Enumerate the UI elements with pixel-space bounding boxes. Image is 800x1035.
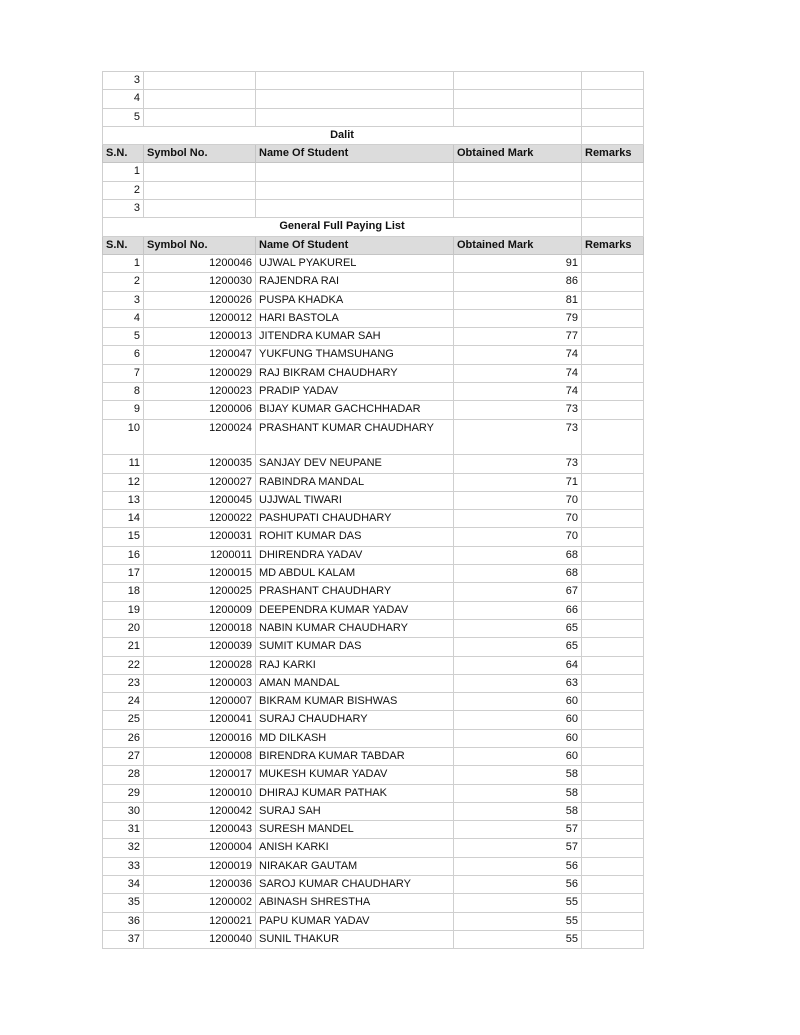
dalit-title-row bbox=[103, 126, 644, 144]
mark-cell: 63 bbox=[454, 674, 582, 692]
name-cell: PRASHANT KUMAR CHAUDHARY bbox=[256, 419, 454, 455]
table-row bbox=[103, 802, 644, 820]
name-cell bbox=[256, 108, 454, 126]
name-cell: YUKFUNG THAMSUHANG bbox=[256, 346, 454, 364]
mark-cell: 71 bbox=[454, 473, 582, 491]
name-cell: NABIN KUMAR CHAUDHARY bbox=[256, 619, 454, 637]
sn-cell: 13 bbox=[103, 491, 144, 509]
symbol-cell: 1200046 bbox=[144, 254, 256, 272]
mark-cell bbox=[454, 163, 582, 181]
remarks-cell bbox=[582, 565, 644, 583]
name-cell: AMAN MANDAL bbox=[256, 674, 454, 692]
sn-cell: 1 bbox=[103, 254, 144, 272]
results-table bbox=[102, 71, 644, 949]
sn-cell: 27 bbox=[103, 747, 144, 765]
sn-cell: 29 bbox=[103, 784, 144, 802]
table-row bbox=[103, 291, 644, 309]
table-row bbox=[103, 857, 644, 875]
sn-cell: 9 bbox=[103, 401, 144, 419]
header-symbol: Symbol No. bbox=[144, 145, 256, 163]
sn-cell: 26 bbox=[103, 729, 144, 747]
table-row bbox=[103, 455, 644, 473]
sn-cell: 22 bbox=[103, 656, 144, 674]
mark-cell bbox=[454, 90, 582, 108]
symbol-cell: 1200028 bbox=[144, 656, 256, 674]
table-row bbox=[103, 401, 644, 419]
sn-cell: 33 bbox=[103, 857, 144, 875]
header-name: Name Of Student bbox=[256, 236, 454, 254]
table-row bbox=[103, 254, 644, 272]
table-row bbox=[103, 711, 644, 729]
table-row bbox=[103, 656, 644, 674]
section-title: Dalit bbox=[103, 126, 582, 144]
remarks-cell bbox=[582, 108, 644, 126]
symbol-cell: 1200035 bbox=[144, 455, 256, 473]
symbol-cell: 1200009 bbox=[144, 601, 256, 619]
name-cell: ANISH KARKI bbox=[256, 839, 454, 857]
name-cell: ROHIT KUMAR DAS bbox=[256, 528, 454, 546]
symbol-cell: 1200022 bbox=[144, 510, 256, 528]
mark-cell: 65 bbox=[454, 619, 582, 637]
mark-cell: 91 bbox=[454, 254, 582, 272]
sn-cell: 28 bbox=[103, 766, 144, 784]
remarks-cell bbox=[582, 839, 644, 857]
remarks-cell bbox=[582, 857, 644, 875]
sn-cell: 20 bbox=[103, 619, 144, 637]
sn-cell: 11 bbox=[103, 455, 144, 473]
name-cell bbox=[256, 72, 454, 90]
remarks-cell bbox=[582, 583, 644, 601]
table-row bbox=[103, 894, 644, 912]
symbol-cell: 1200007 bbox=[144, 693, 256, 711]
sn-cell: 37 bbox=[103, 930, 144, 948]
symbol-cell bbox=[144, 163, 256, 181]
symbol-cell: 1200027 bbox=[144, 473, 256, 491]
name-cell: PRASHANT CHAUDHARY bbox=[256, 583, 454, 601]
name-cell: PASHUPATI CHAUDHARY bbox=[256, 510, 454, 528]
table-row bbox=[103, 876, 644, 894]
symbol-cell: 1200019 bbox=[144, 857, 256, 875]
symbol-cell: 1200013 bbox=[144, 328, 256, 346]
symbol-cell: 1200011 bbox=[144, 546, 256, 564]
sn-cell: 12 bbox=[103, 473, 144, 491]
sn-cell: 36 bbox=[103, 912, 144, 930]
table-row bbox=[103, 784, 644, 802]
mark-cell: 60 bbox=[454, 711, 582, 729]
name-cell: SANJAY DEV NEUPANE bbox=[256, 455, 454, 473]
name-cell: BIRENDRA KUMAR TABDAR bbox=[256, 747, 454, 765]
remarks-cell bbox=[582, 784, 644, 802]
remarks-cell bbox=[582, 163, 644, 181]
table-row bbox=[103, 163, 644, 181]
remarks-cell bbox=[582, 364, 644, 382]
results-sheet bbox=[102, 71, 643, 949]
table-row bbox=[103, 510, 644, 528]
mark-cell: 55 bbox=[454, 894, 582, 912]
remarks-cell bbox=[582, 200, 644, 218]
table-row bbox=[103, 108, 644, 126]
mark-cell: 68 bbox=[454, 546, 582, 564]
remarks-cell bbox=[582, 218, 644, 236]
mark-cell: 81 bbox=[454, 291, 582, 309]
name-cell: PAPU KUMAR YADAV bbox=[256, 912, 454, 930]
remarks-cell bbox=[582, 346, 644, 364]
remarks-cell bbox=[582, 455, 644, 473]
table-row bbox=[103, 181, 644, 199]
mark-cell: 70 bbox=[454, 528, 582, 546]
table-row bbox=[103, 839, 644, 857]
table-row bbox=[103, 473, 644, 491]
name-cell: SUNIL THAKUR bbox=[256, 930, 454, 948]
sn-cell: 21 bbox=[103, 638, 144, 656]
table-row bbox=[103, 546, 644, 564]
symbol-cell bbox=[144, 72, 256, 90]
remarks-cell bbox=[582, 528, 644, 546]
mark-cell: 60 bbox=[454, 693, 582, 711]
symbol-cell: 1200010 bbox=[144, 784, 256, 802]
sn-cell: 25 bbox=[103, 711, 144, 729]
symbol-cell: 1200016 bbox=[144, 729, 256, 747]
header-sn: S.N. bbox=[103, 145, 144, 163]
table-row bbox=[103, 309, 644, 327]
mark-cell: 70 bbox=[454, 491, 582, 509]
table-row bbox=[103, 200, 644, 218]
table-row bbox=[103, 328, 644, 346]
remarks-cell bbox=[582, 894, 644, 912]
remarks-cell bbox=[582, 711, 644, 729]
remarks-cell bbox=[582, 876, 644, 894]
mark-cell: 65 bbox=[454, 638, 582, 656]
sn-cell: 30 bbox=[103, 802, 144, 820]
symbol-cell: 1200047 bbox=[144, 346, 256, 364]
sn-cell: 32 bbox=[103, 839, 144, 857]
table-row bbox=[103, 565, 644, 583]
remarks-cell bbox=[582, 638, 644, 656]
name-cell: SURAJ CHAUDHARY bbox=[256, 711, 454, 729]
name-cell: PRADIP YADAV bbox=[256, 383, 454, 401]
table-row bbox=[103, 729, 644, 747]
mark-cell: 77 bbox=[454, 328, 582, 346]
mark-cell: 56 bbox=[454, 857, 582, 875]
mark-cell: 74 bbox=[454, 383, 582, 401]
table-row bbox=[103, 346, 644, 364]
name-cell: SUMIT KUMAR DAS bbox=[256, 638, 454, 656]
remarks-cell bbox=[582, 912, 644, 930]
symbol-cell: 1200012 bbox=[144, 309, 256, 327]
mark-cell: 58 bbox=[454, 802, 582, 820]
symbol-cell: 1200029 bbox=[144, 364, 256, 382]
remarks-cell bbox=[582, 126, 644, 144]
mark-cell: 60 bbox=[454, 747, 582, 765]
symbol-cell bbox=[144, 181, 256, 199]
header-sn: S.N. bbox=[103, 236, 144, 254]
sn-cell: 5 bbox=[103, 108, 144, 126]
remarks-cell bbox=[582, 766, 644, 784]
mark-cell: 66 bbox=[454, 601, 582, 619]
table-row bbox=[103, 674, 644, 692]
sn-cell: 10 bbox=[103, 419, 144, 455]
sn-cell: 34 bbox=[103, 876, 144, 894]
name-cell: PUSPA KHADKA bbox=[256, 291, 454, 309]
name-cell: HARI BASTOLA bbox=[256, 309, 454, 327]
symbol-cell: 1200026 bbox=[144, 291, 256, 309]
symbol-cell: 1200023 bbox=[144, 383, 256, 401]
sn-cell: 24 bbox=[103, 693, 144, 711]
sn-cell: 19 bbox=[103, 601, 144, 619]
name-cell bbox=[256, 200, 454, 218]
mark-cell: 56 bbox=[454, 876, 582, 894]
table-row bbox=[103, 912, 644, 930]
name-cell: UJWAL PYAKUREL bbox=[256, 254, 454, 272]
symbol-cell: 1200036 bbox=[144, 876, 256, 894]
remarks-cell bbox=[582, 383, 644, 401]
symbol-cell: 1200040 bbox=[144, 930, 256, 948]
table-row bbox=[103, 766, 644, 784]
symbol-cell: 1200004 bbox=[144, 839, 256, 857]
header-mark: Obtained Mark bbox=[454, 236, 582, 254]
remarks-cell bbox=[582, 491, 644, 509]
table-row bbox=[103, 693, 644, 711]
header-remarks: Remarks bbox=[582, 145, 644, 163]
name-cell: JITENDRA KUMAR SAH bbox=[256, 328, 454, 346]
name-cell: DHIRAJ KUMAR PATHAK bbox=[256, 784, 454, 802]
remarks-cell bbox=[582, 90, 644, 108]
name-cell: DEEPENDRA KUMAR YADAV bbox=[256, 601, 454, 619]
table-row bbox=[103, 528, 644, 546]
mark-cell: 79 bbox=[454, 309, 582, 327]
mark-cell: 67 bbox=[454, 583, 582, 601]
remarks-cell bbox=[582, 273, 644, 291]
sn-cell: 2 bbox=[103, 181, 144, 199]
mark-cell: 58 bbox=[454, 766, 582, 784]
mark-cell: 68 bbox=[454, 565, 582, 583]
table-row bbox=[103, 383, 644, 401]
remarks-cell bbox=[582, 802, 644, 820]
name-cell: NIRAKAR GAUTAM bbox=[256, 857, 454, 875]
name-cell: UJJWAL TIWARI bbox=[256, 491, 454, 509]
remarks-cell bbox=[582, 291, 644, 309]
mark-cell bbox=[454, 181, 582, 199]
remarks-cell bbox=[582, 254, 644, 272]
results-table-body bbox=[103, 72, 644, 949]
table-row bbox=[103, 747, 644, 765]
name-cell: MD ABDUL KALAM bbox=[256, 565, 454, 583]
symbol-cell bbox=[144, 200, 256, 218]
header-remarks: Remarks bbox=[582, 236, 644, 254]
symbol-cell: 1200002 bbox=[144, 894, 256, 912]
sn-cell: 3 bbox=[103, 291, 144, 309]
name-cell bbox=[256, 181, 454, 199]
general-header-row bbox=[103, 236, 644, 254]
name-cell: RABINDRA MANDAL bbox=[256, 473, 454, 491]
sn-cell: 7 bbox=[103, 364, 144, 382]
sn-cell: 14 bbox=[103, 510, 144, 528]
remarks-cell bbox=[582, 821, 644, 839]
symbol-cell: 1200041 bbox=[144, 711, 256, 729]
header-mark: Obtained Mark bbox=[454, 145, 582, 163]
remarks-cell bbox=[582, 546, 644, 564]
sn-cell: 3 bbox=[103, 72, 144, 90]
remarks-cell bbox=[582, 181, 644, 199]
table-row bbox=[103, 273, 644, 291]
mark-cell: 57 bbox=[454, 821, 582, 839]
remarks-cell bbox=[582, 328, 644, 346]
table-row bbox=[103, 821, 644, 839]
mark-cell: 60 bbox=[454, 729, 582, 747]
general-title-row bbox=[103, 218, 644, 236]
symbol-cell: 1200008 bbox=[144, 747, 256, 765]
remarks-cell bbox=[582, 930, 644, 948]
remarks-cell bbox=[582, 619, 644, 637]
remarks-cell bbox=[582, 674, 644, 692]
mark-cell: 57 bbox=[454, 839, 582, 857]
table-row bbox=[103, 583, 644, 601]
sn-cell: 1 bbox=[103, 163, 144, 181]
sn-cell: 35 bbox=[103, 894, 144, 912]
symbol-cell: 1200031 bbox=[144, 528, 256, 546]
name-cell: ABINASH SHRESTHA bbox=[256, 894, 454, 912]
mark-cell: 64 bbox=[454, 656, 582, 674]
sn-cell: 16 bbox=[103, 546, 144, 564]
sn-cell: 23 bbox=[103, 674, 144, 692]
mark-cell: 55 bbox=[454, 930, 582, 948]
remarks-cell bbox=[582, 309, 644, 327]
sn-cell: 17 bbox=[103, 565, 144, 583]
symbol-cell: 1200015 bbox=[144, 565, 256, 583]
sn-cell: 18 bbox=[103, 583, 144, 601]
mark-cell: 55 bbox=[454, 912, 582, 930]
sn-cell: 3 bbox=[103, 200, 144, 218]
name-cell: BIJAY KUMAR GACHCHHADAR bbox=[256, 401, 454, 419]
symbol-cell bbox=[144, 90, 256, 108]
remarks-cell bbox=[582, 401, 644, 419]
table-row bbox=[103, 601, 644, 619]
sn-cell: 15 bbox=[103, 528, 144, 546]
symbol-cell: 1200021 bbox=[144, 912, 256, 930]
remarks-cell bbox=[582, 510, 644, 528]
table-row bbox=[103, 638, 644, 656]
remarks-cell bbox=[582, 72, 644, 90]
mark-cell: 86 bbox=[454, 273, 582, 291]
table-row bbox=[103, 90, 644, 108]
name-cell: RAJ BIKRAM CHAUDHARY bbox=[256, 364, 454, 382]
sn-cell: 2 bbox=[103, 273, 144, 291]
sn-cell: 5 bbox=[103, 328, 144, 346]
dalit-header-row bbox=[103, 145, 644, 163]
mark-cell: 73 bbox=[454, 419, 582, 455]
symbol-cell: 1200039 bbox=[144, 638, 256, 656]
symbol-cell: 1200024 bbox=[144, 419, 256, 455]
remarks-cell bbox=[582, 693, 644, 711]
name-cell: SURAJ SAH bbox=[256, 802, 454, 820]
name-cell: RAJENDRA RAI bbox=[256, 273, 454, 291]
name-cell: MD DILKASH bbox=[256, 729, 454, 747]
mark-cell bbox=[454, 72, 582, 90]
remarks-cell bbox=[582, 473, 644, 491]
name-cell: DHIRENDRA YADAV bbox=[256, 546, 454, 564]
symbol-cell: 1200025 bbox=[144, 583, 256, 601]
symbol-cell: 1200030 bbox=[144, 273, 256, 291]
sn-cell: 6 bbox=[103, 346, 144, 364]
remarks-cell bbox=[582, 601, 644, 619]
table-row bbox=[103, 930, 644, 948]
table-row bbox=[103, 491, 644, 509]
table-row bbox=[103, 72, 644, 90]
remarks-cell bbox=[582, 419, 644, 455]
mark-cell: 74 bbox=[454, 364, 582, 382]
name-cell bbox=[256, 163, 454, 181]
sn-cell: 31 bbox=[103, 821, 144, 839]
mark-cell: 74 bbox=[454, 346, 582, 364]
name-cell: MUKESH KUMAR YADAV bbox=[256, 766, 454, 784]
mark-cell: 70 bbox=[454, 510, 582, 528]
table-row bbox=[103, 419, 644, 455]
mark-cell bbox=[454, 108, 582, 126]
remarks-cell bbox=[582, 729, 644, 747]
mark-cell bbox=[454, 200, 582, 218]
remarks-cell bbox=[582, 747, 644, 765]
header-symbol: Symbol No. bbox=[144, 236, 256, 254]
remarks-cell bbox=[582, 656, 644, 674]
table-row bbox=[103, 619, 644, 637]
header-name: Name Of Student bbox=[256, 145, 454, 163]
mark-cell: 73 bbox=[454, 401, 582, 419]
symbol-cell: 1200003 bbox=[144, 674, 256, 692]
sn-cell: 4 bbox=[103, 309, 144, 327]
mark-cell: 58 bbox=[454, 784, 582, 802]
symbol-cell: 1200043 bbox=[144, 821, 256, 839]
symbol-cell: 1200042 bbox=[144, 802, 256, 820]
name-cell: SAROJ KUMAR CHAUDHARY bbox=[256, 876, 454, 894]
mark-cell: 73 bbox=[454, 455, 582, 473]
symbol-cell: 1200017 bbox=[144, 766, 256, 784]
name-cell bbox=[256, 90, 454, 108]
table-row bbox=[103, 364, 644, 382]
name-cell: RAJ KARKI bbox=[256, 656, 454, 674]
symbol-cell bbox=[144, 108, 256, 126]
section-title: General Full Paying List bbox=[103, 218, 582, 236]
name-cell: SURESH MANDEL bbox=[256, 821, 454, 839]
sn-cell: 8 bbox=[103, 383, 144, 401]
symbol-cell: 1200018 bbox=[144, 619, 256, 637]
name-cell: BIKRAM KUMAR BISHWAS bbox=[256, 693, 454, 711]
sn-cell: 4 bbox=[103, 90, 144, 108]
symbol-cell: 1200045 bbox=[144, 491, 256, 509]
symbol-cell: 1200006 bbox=[144, 401, 256, 419]
